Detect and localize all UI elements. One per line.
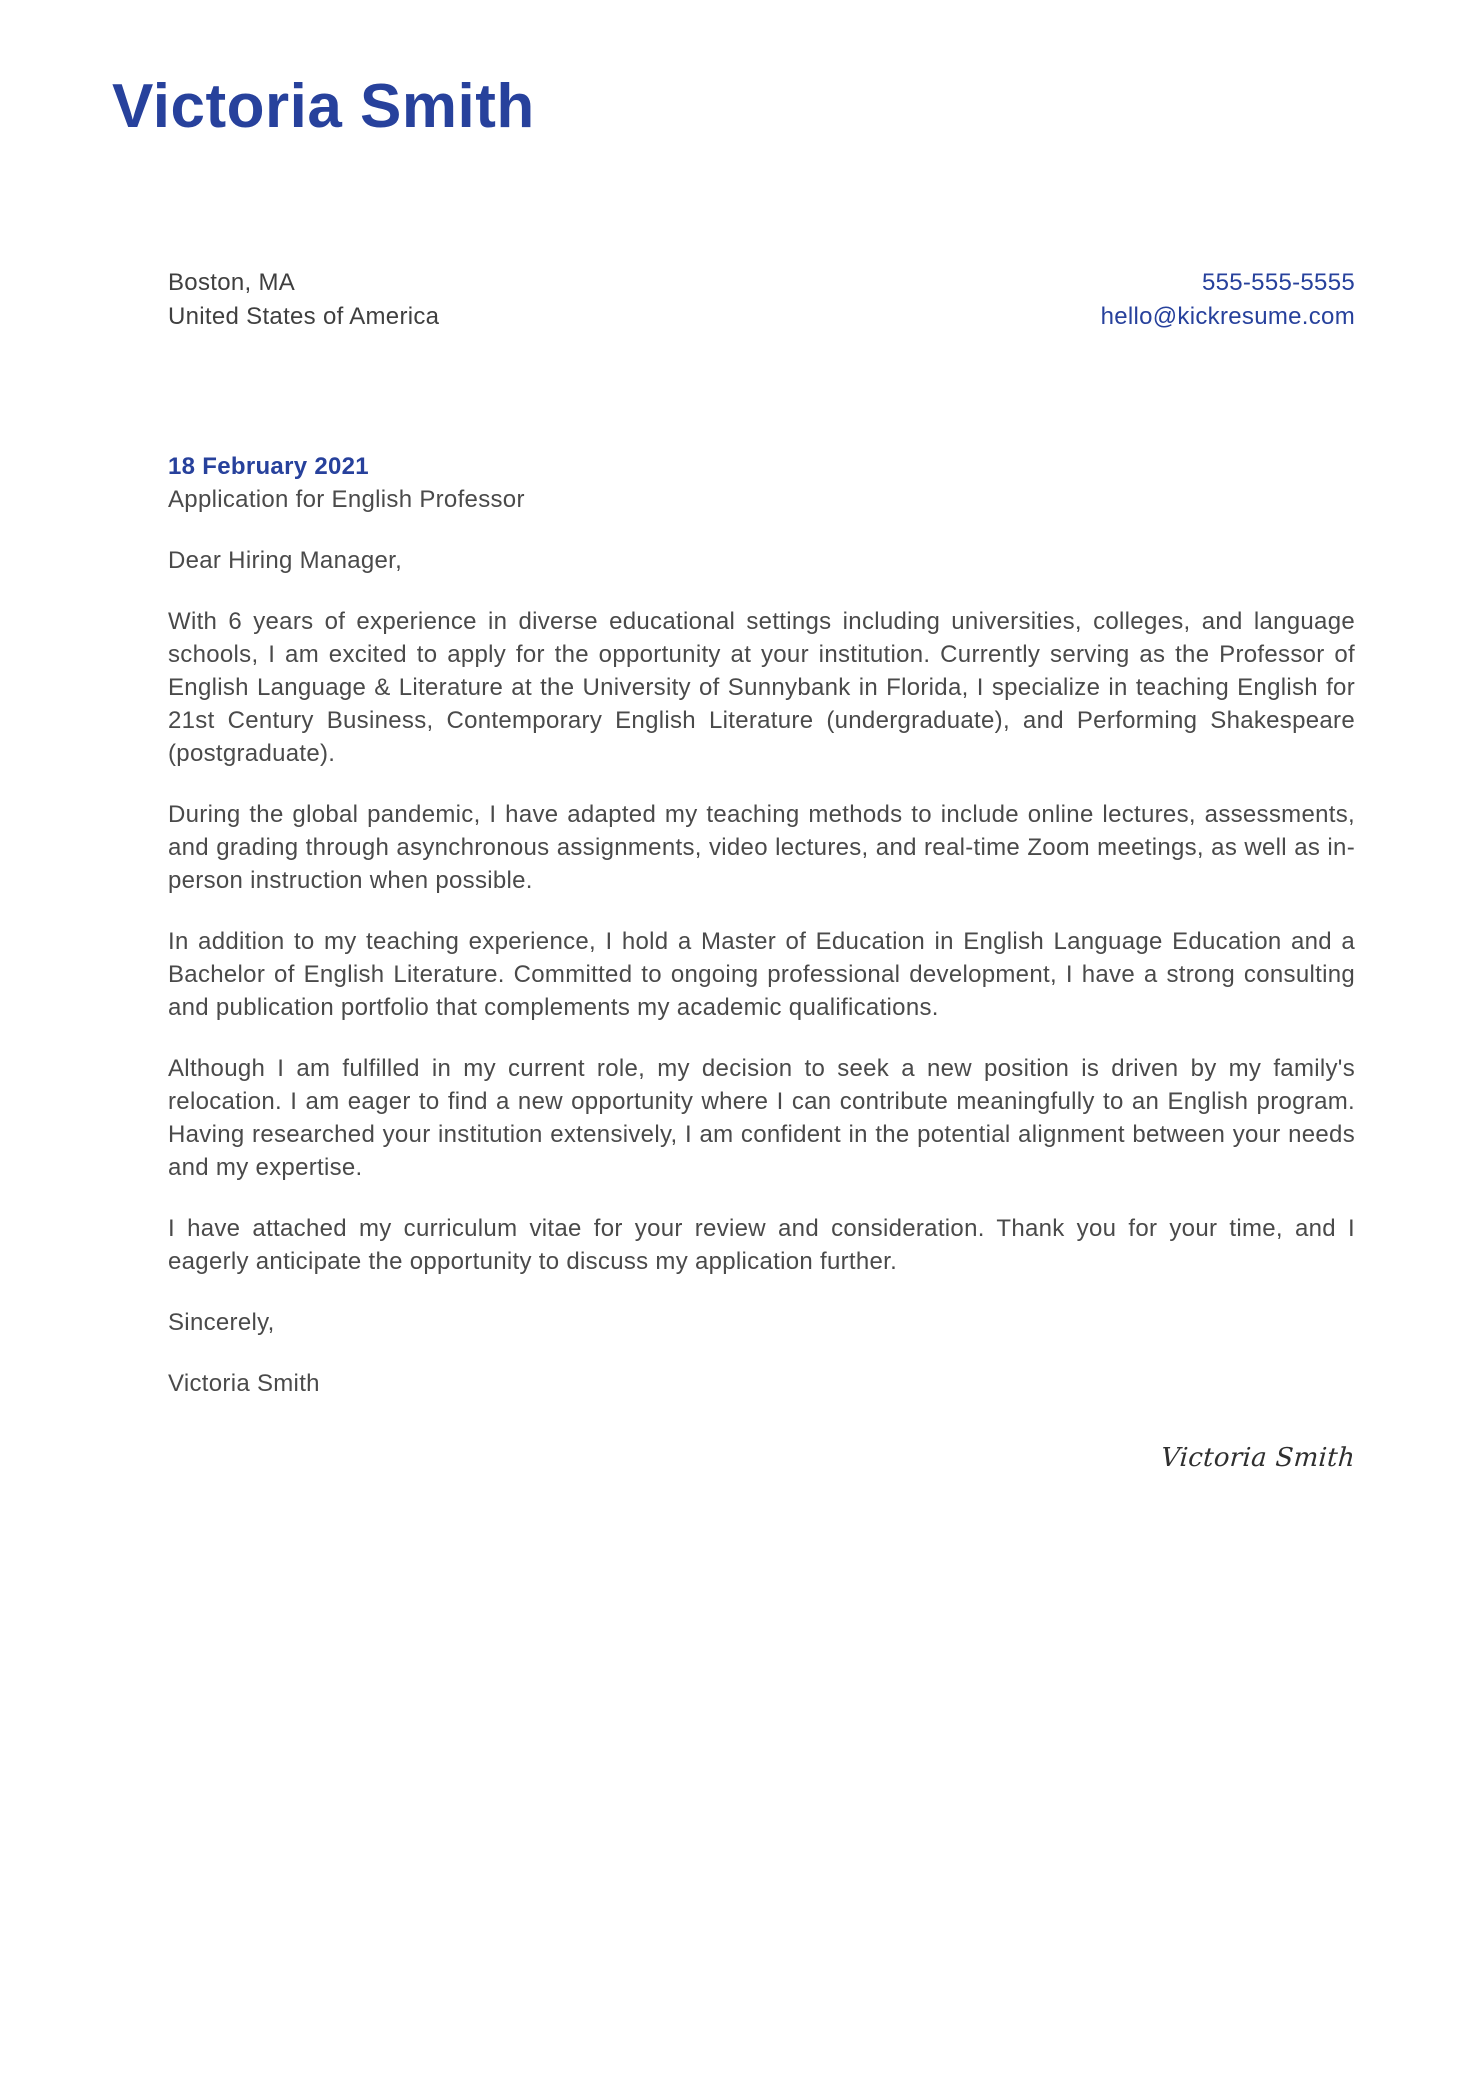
contact-address xyxy=(168,266,439,334)
email-link[interactable]: hello@kickresume.com xyxy=(1100,303,1355,330)
letter-date: 18 February 2021 xyxy=(168,453,369,480)
contact-section xyxy=(168,266,1355,334)
signature-area xyxy=(168,1442,1355,1475)
contact-country: United States of America xyxy=(168,303,440,330)
letter-paragraph: During the global pandemic, I have adapted my teaching methods to include online lectures, assessments, and grading through asynchronous assignments, video lectures, and real-time Zoom meetings, as well as in-person instruction when possible. xyxy=(168,801,1355,894)
letter-paragraph: With 6 years of experience in diverse educational settings including universities, colleges, and language schools, I am excited to apply for the opportunity at your institution. Currently serving as the Professor of English Language & Literature at the University of Sunnybank in Florida, I specialize in teaching English for 21st Century Business, Contemporary English Literature (undergraduate), and Performing Shakespeare (postgraduate). xyxy=(168,608,1355,767)
letter-body xyxy=(168,450,1355,1475)
letter-paragraph: I have attached my curriculum vitae for your review and consideration. Thank you for your time, and I eagerly anticipate the opportunity to discuss my application further. xyxy=(168,1215,1355,1275)
letter-paragraph: Although I am fulfilled in my current role, my decision to seek a new position is driven by my family's relocation. I am eager to find a new opportunity where I can contribute meaningfully to an English program. Having researched your institution extensively, I am confident in the potential alignment between your needs and my expertise. xyxy=(168,1055,1355,1181)
letter-subject: Application for English Professor xyxy=(168,486,525,513)
letter-paragraph: In addition to my teaching experience, I hold a Master of Education in English Language Education and a Bachelor of English Literature. Committed to ongoing professional development, I have a strong consulting and publication portfolio that complements my academic qualifications. xyxy=(168,928,1355,1021)
letter-salutation: Dear Hiring Manager, xyxy=(168,547,403,574)
contact-city: Boston, MA xyxy=(168,269,296,296)
letter-closing: Sincerely, xyxy=(168,1309,275,1336)
letter-signed-name: Victoria Smith xyxy=(168,1370,320,1397)
contact-details xyxy=(1101,266,1355,334)
phone-link[interactable]: 555-555-5555 xyxy=(1201,269,1355,296)
handwritten-signature: Victoria Smith xyxy=(1160,1443,1357,1473)
page-title: Victoria Smith xyxy=(112,72,535,141)
